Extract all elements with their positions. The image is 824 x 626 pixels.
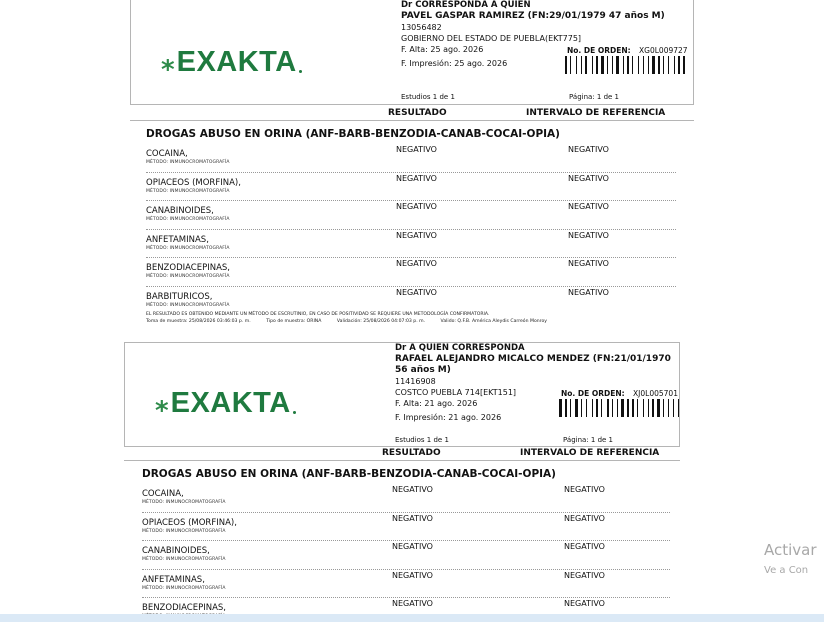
table-row <box>142 484 670 513</box>
order-number <box>561 389 678 398</box>
test-reference: NEGATIVO <box>568 259 609 268</box>
report-header <box>130 0 694 105</box>
test-method: MÉTODO: INMUNOCROMATOGRAFÍA <box>142 500 226 505</box>
test-result: NEGATIVO <box>396 259 437 268</box>
test-reference: NEGATIVO <box>564 542 605 551</box>
test-result: NEGATIVO <box>392 542 433 551</box>
test-reference: NEGATIVO <box>568 230 609 240</box>
table-row <box>146 201 676 230</box>
section-title: DROGAS ABUSO EN ORINA (ANF-BARB-BENZODIA-CANAB-COCAI-OPIA) <box>142 468 556 480</box>
logo-text: EXAKTA <box>170 387 291 419</box>
test-reference: NEGATIVO <box>564 570 605 580</box>
table-row <box>146 287 676 315</box>
test-reference: NEGATIVO <box>564 513 605 523</box>
lab-report-2 <box>124 342 680 622</box>
validated-by: Valido: Q.F.B. América Aleydis Carreón Monroy <box>440 319 547 324</box>
test-reference: NEGATIVO <box>564 599 605 608</box>
test-result: NEGATIVO <box>396 287 437 297</box>
test-name: COCAINA, <box>142 489 184 499</box>
column-referencia: INTERVALO DE REFERENCIA <box>526 108 666 118</box>
footer-note: EL RESULTADO ES OBTENIDO MEDIANTE UN MÉTODO DE ESCRUTINIO, EN CASO DE POSITIVIDAD SE REQUIERE UNA METODOLOGÍA CONFIRMATORIA. <box>146 312 490 317</box>
test-method: MÉTODO: INMUNOCROMATOGRAFÍA <box>146 160 230 165</box>
date-alta: F. Alta: 25 ago. 2026 <box>401 45 484 54</box>
estudios-count: Estudios 1 de 1 <box>401 93 455 101</box>
section-title: DROGAS ABUSO EN ORINA (ANF-BARB-BENZODIA-CANAB-COCAI-OPIA) <box>146 128 560 140</box>
test-result: NEGATIVO <box>396 173 437 183</box>
doctor-name: Dr A QUIEN CORRESPONDA <box>395 343 525 353</box>
test-name: OPIACEOS (MORFINA), <box>146 177 241 188</box>
patient-name: PAVEL GASPAR RAMIREZ (FN:29/01/1979 47 años M) <box>401 11 665 21</box>
test-name: BARBITURICOS, <box>146 291 213 302</box>
barcode-icon <box>565 56 687 74</box>
test-result: NEGATIVO <box>392 513 433 523</box>
test-method: MÉTODO: INMUNOCROMATOGRAFÍA <box>142 585 226 591</box>
exakta-logo <box>155 389 296 418</box>
table-row <box>142 513 670 542</box>
table-row <box>146 173 676 202</box>
logo-text: EXAKTA <box>176 46 297 78</box>
patient-id: 11416908 <box>395 377 436 386</box>
date-alta: F. Alta: 21 ago. 2026 <box>395 399 478 408</box>
test-reference: NEGATIVO <box>568 202 609 211</box>
test-method: MÉTODO: INMUNOCROMATOGRAFÍA <box>146 217 230 222</box>
sample-type: Tipo de muestra: ORINA <box>266 319 322 324</box>
test-name: OPIACEOS (MORFINA), <box>142 517 237 528</box>
patient-id: 13056482 <box>401 23 442 32</box>
test-name: ANFETAMINAS, <box>146 234 209 245</box>
test-result: NEGATIVO <box>396 202 437 211</box>
test-method: MÉTODO: INMUNOCROMATOGRAFÍA <box>146 274 230 279</box>
page-number: Página: 1 de 1 <box>569 93 620 101</box>
test-name: CANABINOIDES, <box>146 206 214 216</box>
table-row <box>146 144 676 173</box>
test-result: NEGATIVO <box>392 485 433 494</box>
test-name: COCAINA, <box>146 149 188 159</box>
test-method: MÉTODO: INMUNOCROMATOGRAFÍA <box>142 528 226 534</box>
table-row <box>146 258 676 287</box>
order-value: XG0L009727 <box>639 46 688 55</box>
test-name: ANFETAMINAS, <box>142 574 205 585</box>
order-number <box>567 46 688 55</box>
test-result: NEGATIVO <box>396 230 437 240</box>
test-method: MÉTODO: INMUNOCROMATOGRAFÍA <box>146 302 230 308</box>
test-method: MÉTODO: INMUNOCROMATOGRAFÍA <box>146 245 230 251</box>
date-impresion: F. Impresión: 25 ago. 2026 <box>401 59 508 68</box>
order-label: No. DE ORDEN: <box>567 46 631 55</box>
column-referencia: INTERVALO DE REFERENCIA <box>520 448 660 458</box>
test-rows <box>146 144 676 314</box>
test-reference: NEGATIVO <box>568 145 609 154</box>
test-result: NEGATIVO <box>392 570 433 580</box>
date-impresion: F. Impresión: 21 ago. 2026 <box>395 413 502 422</box>
logo-star-icon: ⁎ <box>161 47 175 78</box>
test-method: MÉTODO: INMUNOCROMATOGRAFÍA <box>146 188 230 194</box>
table-row <box>142 570 670 599</box>
column-resultado: RESULTADO <box>388 108 447 118</box>
test-rows <box>142 484 670 626</box>
order-value: XJ0L005701 <box>633 389 678 398</box>
table-row <box>146 230 676 259</box>
lab-report-1 <box>130 0 694 340</box>
page-number: Página: 1 de 1 <box>563 436 614 444</box>
test-reference: NEGATIVO <box>568 287 609 297</box>
windows-activation-watermark: Activar <box>764 541 817 559</box>
column-resultado: RESULTADO <box>382 448 441 458</box>
test-reference: NEGATIVO <box>568 173 609 183</box>
test-method: MÉTODO: INMUNOCROMATOGRAFÍA <box>142 557 226 562</box>
barcode-icon <box>559 399 681 417</box>
company: COSTCO PUEBLA 714[EKT151] <box>395 388 517 397</box>
column-headers <box>130 106 694 121</box>
estudios-count: Estudios 1 de 1 <box>395 436 449 444</box>
test-result: NEGATIVO <box>396 145 437 154</box>
exakta-logo <box>161 48 302 77</box>
sample-time: Toma de muestra: 25/08/2026 03:46:03 p. m. <box>146 319 251 324</box>
test-reference: NEGATIVO <box>564 485 605 494</box>
column-headers <box>124 446 680 461</box>
report-header <box>124 342 680 447</box>
test-result: NEGATIVO <box>392 599 433 608</box>
logo-star-icon: ⁎ <box>155 388 169 419</box>
taskbar-strip <box>0 614 824 622</box>
windows-activation-subtext: Ve a Con <box>764 565 809 576</box>
test-name: BENZODIACEPINAS, <box>142 603 226 613</box>
company: GOBIERNO DEL ESTADO DE PUEBLA(EKT775] <box>401 34 582 43</box>
table-row <box>142 541 670 570</box>
test-name: CANABINOIDES, <box>142 546 210 556</box>
test-name: BENZODIACEPINAS, <box>146 263 230 273</box>
report-footer <box>146 311 561 325</box>
patient-name: RAFAEL ALEJANDRO MICALCO MENDEZ (FN:21/01/1970 56 años M) <box>395 354 671 375</box>
doctor-name: Dr CORRESPONDA A QUIEN <box>401 0 531 10</box>
validation-time: Validación: 25/08/2026 04:07:03 p. m. <box>336 319 426 324</box>
order-label: No. DE ORDEN: <box>561 389 625 398</box>
